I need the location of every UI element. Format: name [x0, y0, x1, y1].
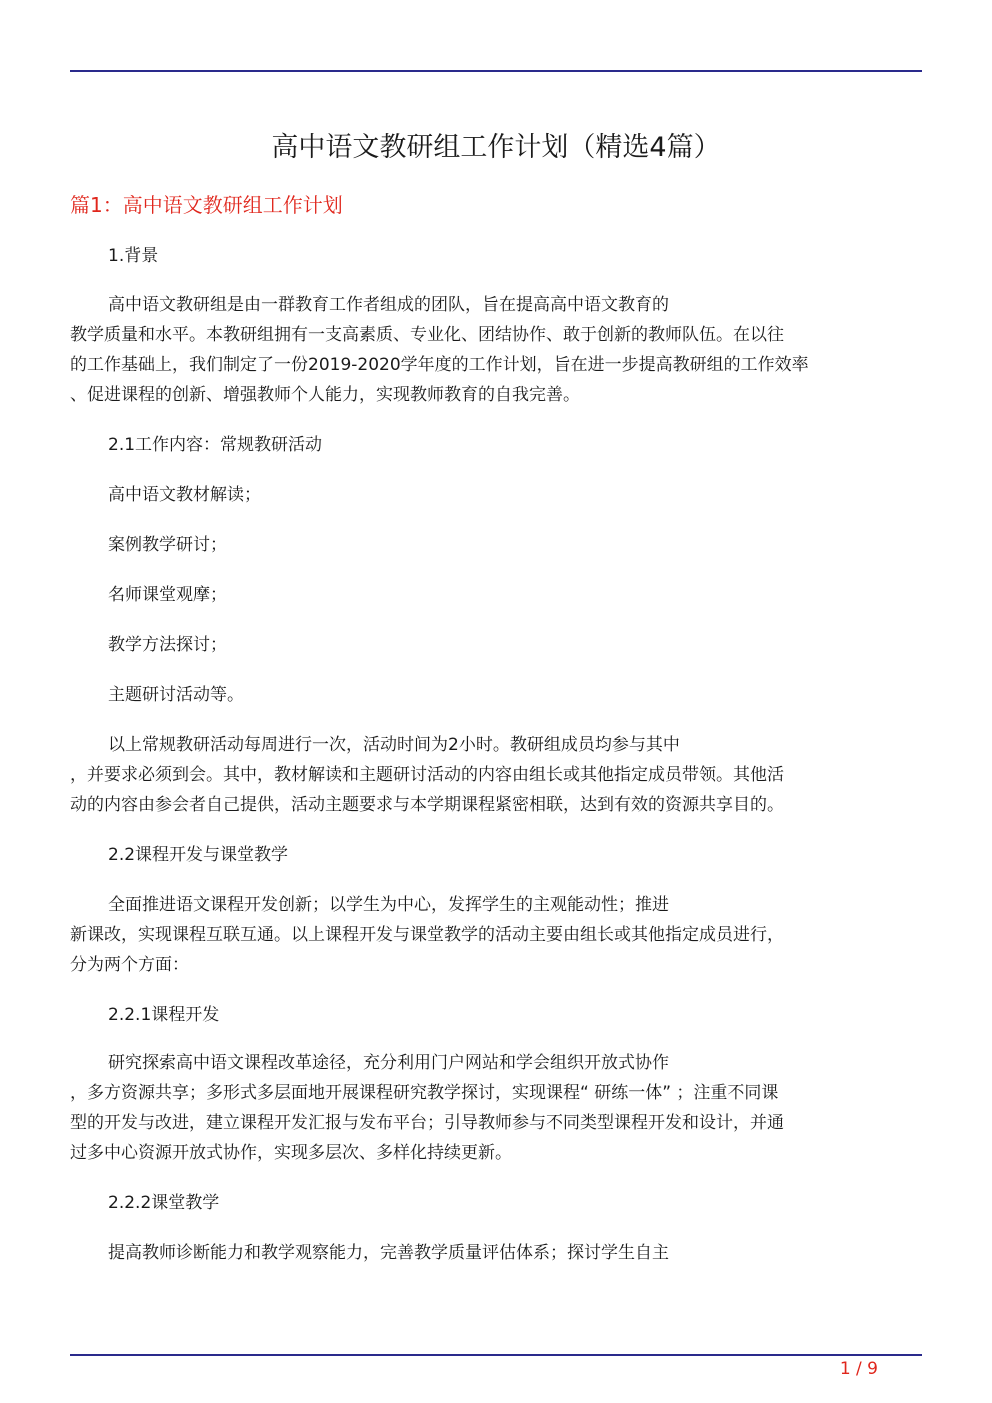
text-line: ，多方资源共享；多形式多层面地开展课程研究教学探讨，实现课程“ 研练一体” ；注重不同课 [70, 1083, 779, 1103]
text-line: 案例教学研讨； [108, 535, 227, 555]
text-line: 以上常规教研活动每周进行一次，活动时间为2小时。教研组成员均参与其中 [108, 735, 680, 755]
text-line: 高中语文教材解读； [108, 485, 261, 505]
text-line: 教学方法探讨； [108, 635, 227, 655]
text-line: 教学质量和水平。本教研组拥有一支高素质、专业化、团结协作、敢于创新的教师队伍。在以往 [70, 325, 784, 345]
text-line: 新课改，实现课程互联互通。以上课程开发与课堂教学的活动主要由组长或其他指定成员进行， [70, 925, 784, 945]
text-line: 2.1工作内容：常规教研活动 [108, 435, 323, 455]
text-line: 名师课堂观摩； [108, 585, 227, 605]
document-title: 高中语文教研组工作计划（精选4篇） [271, 132, 721, 163]
text-line: 提高教师诊断能力和教学观察能力，完善教学质量评估体系；探讨学生自主 [108, 1243, 669, 1263]
section-heading: 篇1：高中语文教研组工作计划 [70, 193, 343, 217]
text-line: 研究探索高中语文课程改革途径，充分利用门户网站和学会组织开放式协作 [108, 1053, 669, 1073]
text-line: 高中语文教研组是由一群教育工作者组成的团队，旨在提高高中语文教育的 [108, 295, 669, 315]
text-line: 型的开发与改进，建立课程开发汇报与发布平台；引导教师参与不同类型课程开发和设计，并通 [70, 1113, 784, 1133]
text-line: 动的内容由参会者自己提供，活动主题要求与本学期课程紧密相联，达到有效的资源共享目的。 [70, 795, 784, 815]
page-indicator: 1 / 9 [839, 1359, 878, 1379]
text-line: 的工作基础上，我们制定了一份2019-2020学年度的工作计划，旨在进一步提高教研组的工作效率 [70, 355, 809, 375]
text-line: ，并要求必须到会。其中，教材解读和主题研讨活动的内容由组长或其他指定成员带领。其他活 [70, 765, 784, 785]
footer-rule [70, 1354, 922, 1356]
text-line: 主题研讨活动等。 [108, 685, 244, 705]
text-line: 2.2.2课堂教学 [108, 1193, 220, 1213]
header-rule [70, 70, 922, 72]
text-line: 2.2课程开发与课堂教学 [108, 845, 289, 865]
text-line: 、促进课程的创新、增强教师个人能力，实现教师教育的自我完善。 [70, 385, 580, 405]
text-line: 全面推进语文课程开发创新；以学生为中心，发挥学生的主观能动性；推进 [108, 895, 669, 915]
text-line: 2.2.1课程开发 [108, 1005, 220, 1025]
text-line: 1.背景 [108, 246, 159, 266]
text-line: 分为两个方面： [70, 955, 189, 975]
text-line: 过多中心资源开放式协作，实现多层次、多样化持续更新。 [70, 1143, 512, 1163]
